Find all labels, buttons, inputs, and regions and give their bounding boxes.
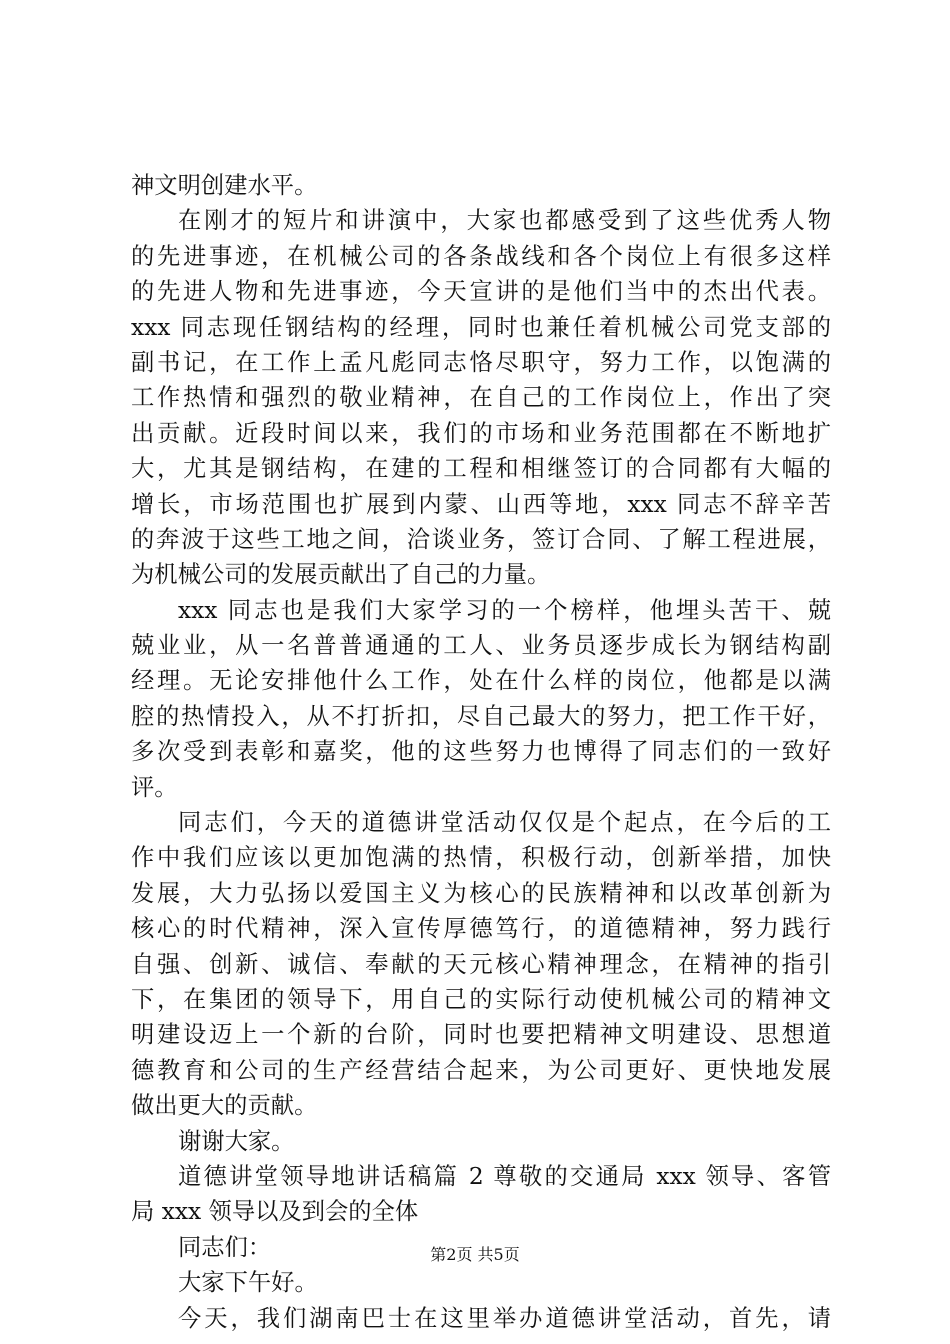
text-line: 核心的时代精神，深入宣传厚德笃行，的道德精神，努力践行	[131, 915, 831, 943]
text-line: 出贡献。近段时间以来，我们的市场和业务范围都在不断地扩	[131, 419, 831, 447]
text-line: 的先进人物和先进事迹，今天宣讲的是他们当中的杰出代表。	[131, 278, 831, 306]
text-line: 谢谢大家。	[178, 1127, 295, 1155]
text-line: 神文明创建水平。	[131, 172, 318, 199]
text-line: 同志们，今天的道德讲堂活动仅仅是个起点，在今后的工	[178, 809, 831, 837]
text-line: 增长，市场范围也扩展到内蒙、山西等地，xxx 同志不辞辛苦	[131, 490, 831, 518]
text-line: 大家下午好。	[178, 1269, 318, 1297]
text-line: 经理。无论安排他什么工作，处在什么样的岗位，他都是以满	[131, 667, 831, 695]
text-line: 副书记，在工作上孟凡彪同志恪尽职守，努力工作，以饱满的	[131, 348, 831, 376]
text-line: xxx 同志现任钢结构的经理，同时也兼任着机械公司党支部的	[131, 313, 831, 341]
text-line: 的奔波于这些工地之间，洽谈业务，签订合同、了解工程进展，	[131, 525, 831, 553]
text-line: 自强、创新、诚信、奉献的天元核心精神理念，在精神的指引	[131, 950, 831, 978]
text-line: 腔的热情投入，从不打折扣，尽自己最大的努力，把工作干好，	[131, 702, 831, 730]
page-footer	[0, 1244, 950, 1266]
text-line: 做出更大的贡献。	[131, 1092, 318, 1120]
text-line: 同志们：	[178, 1233, 272, 1261]
text-line: 为机械公司的发展贡献出了自己的力量。	[131, 561, 551, 589]
text-line: 发展，大力弘扬以爱国主义为核心的民族精神和以改革创新为	[131, 879, 831, 907]
text-line: 德教育和公司的生产经营结合起来，为公司更好、更快地发展	[131, 1056, 831, 1084]
page-indicator: 第2页 共5页	[430, 1245, 520, 1264]
text-line: 作中我们应该以更加饱满的热情，积极行动，创新举措，加快	[131, 844, 831, 872]
text-line: 在刚才的短片和讲演中，大家也都感受到了这些优秀人物	[178, 207, 831, 235]
text-line: 工作热情和强烈的敬业精神，在自己的工作岗位上，作出了突	[131, 384, 831, 412]
text-line: 兢业业，从一名普普通通的工人、业务员逐步成长为钢结构副	[131, 632, 831, 660]
text-line: 道德讲堂领导地讲话稿篇 2 尊敬的交通局 xxx 领导、客管	[178, 1162, 831, 1190]
text-line: 下，在集团的领导下，用自己的实际行动使机械公司的精神文	[131, 985, 831, 1013]
text-line: 今天，我们湖南巴士在这里举办道德讲堂活动，首先，请	[178, 1304, 831, 1332]
text-line: 大，尤其是钢结构，在建的工程和相继签订的合同都有大幅的	[131, 455, 831, 483]
text-line: 评。	[131, 773, 178, 801]
text-line: 多次受到表彰和嘉奖，他的这些努力也博得了同志们的一致好	[131, 738, 831, 766]
text-line: 的先进事迹，在机械公司的各条战线和各个岗位上有很多这样	[131, 242, 831, 270]
text-line: 明建设迈上一个新的台阶，同时也要把精神文明建设、思想道	[131, 1021, 831, 1049]
body-text	[131, 168, 831, 1336]
text-line: 局 xxx 领导以及到会的全体	[131, 1198, 419, 1226]
text-line: xxx 同志也是我们大家学习的一个榜样，他埋头苦干、兢	[178, 596, 831, 624]
